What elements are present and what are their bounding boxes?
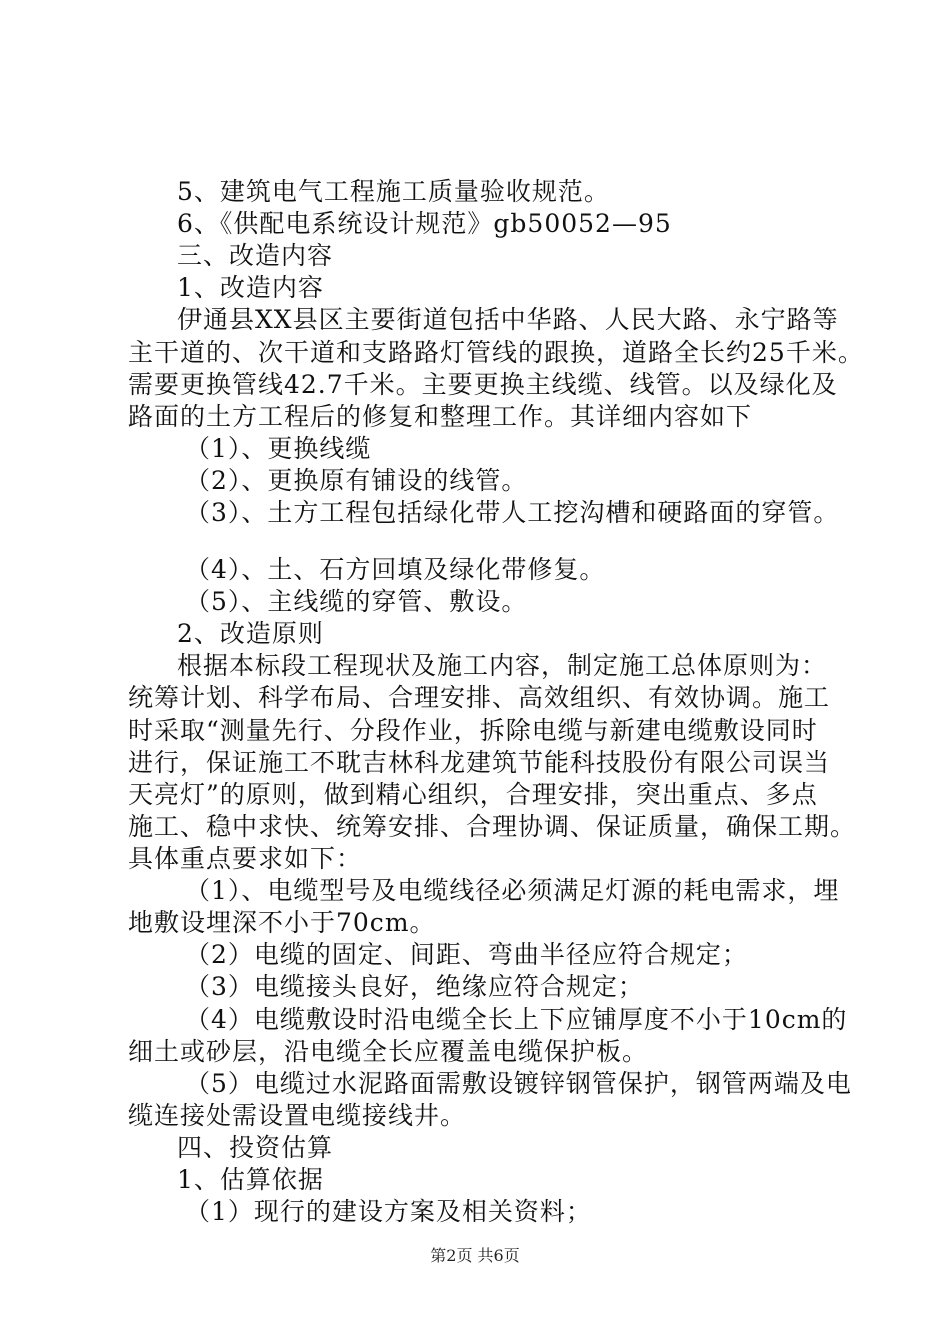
list-item: （1）、电缆型号及电缆线径必须满足灯源的耗电需求，埋 — [185, 876, 840, 905]
text-line: 需要更换管线42.7千米。主要更换主线缆、线管。以及绿化及 — [128, 370, 838, 399]
list-item: （1）、更换线缆 — [185, 434, 372, 463]
text-line: 天亮灯”的原则，做到精心组织，合理安排，突出重点、多点 — [128, 780, 818, 809]
text-line: 5、建筑电气工程施工质量验收规范。 — [177, 177, 610, 206]
text-line: 根据本标段工程现状及施工内容，制定施工总体原则为： — [177, 651, 828, 680]
list-item: （3）电缆接头良好，绝缘应符合规定； — [185, 972, 644, 1001]
text-line: 路面的土方工程后的修复和整理工作。其详细内容如下 — [128, 402, 753, 431]
list-item: （5）、主线缆的穿管、敷设。 — [185, 587, 528, 616]
list-item: （1）现行的建设方案及相关资料； — [185, 1197, 592, 1226]
text-line: 施工、稳中求快、统筹安排、合理协调、保证质量，确保工期。 — [128, 812, 857, 841]
text-line: 主干道的、次干道和支路路灯管线的跟换，道路全长约25千米。 — [128, 338, 864, 367]
subsection-heading: 1、改造内容 — [177, 273, 324, 302]
list-item-continuation: 缆连接处需设置电缆接线井。 — [128, 1101, 467, 1130]
section-heading: 四、投资估算 — [177, 1133, 334, 1162]
list-item-continuation: 细土或砂层，沿电缆全长应覆盖电缆保护板。 — [128, 1037, 649, 1066]
list-item: （3）、土方工程包括绿化带人工挖沟槽和硬路面的穿管。 — [185, 498, 840, 527]
text-line: 进行，保证施工不耽吉林科龙建筑节能科技股份有限公司误当 — [128, 748, 831, 777]
list-item: （2）、更换原有铺设的线管。 — [185, 466, 528, 495]
subsection-heading: 2、改造原则 — [177, 619, 324, 648]
text-line: 统筹计划、科学布局、合理安排、高效组织、有效协调。施工 — [128, 683, 831, 712]
text-line: 时采取“测量先行、分段作业，拆除电缆与新建电缆敷设同时 — [128, 716, 818, 745]
list-item: （4）电缆敷设时沿电缆全长上下应铺厚度不小于10cm的 — [185, 1005, 848, 1034]
section-heading: 三、改造内容 — [177, 241, 334, 270]
list-item-continuation: 地敷设埋深不小于70cm。 — [128, 908, 436, 937]
list-item: （2）电缆的固定、间距、弯曲半径应符合规定； — [185, 940, 748, 969]
text-line: 6、《供配电系统设计规范》gb50052—95 — [177, 209, 672, 238]
page-footer: 第2页 共6页 — [430, 1246, 520, 1265]
subsection-heading: 1、估算依据 — [177, 1165, 324, 1194]
list-item: （4）、土、石方回填及绿化带修复。 — [185, 555, 606, 584]
text-line: 具体重点要求如下： — [128, 844, 363, 873]
text-line: 伊通县XX县区主要街道包括中华路、人民大路、永宁路等 — [177, 305, 839, 334]
list-item: （5）电缆过水泥路面需敷设镀锌钢管保护，钢管两端及电 — [185, 1069, 852, 1098]
